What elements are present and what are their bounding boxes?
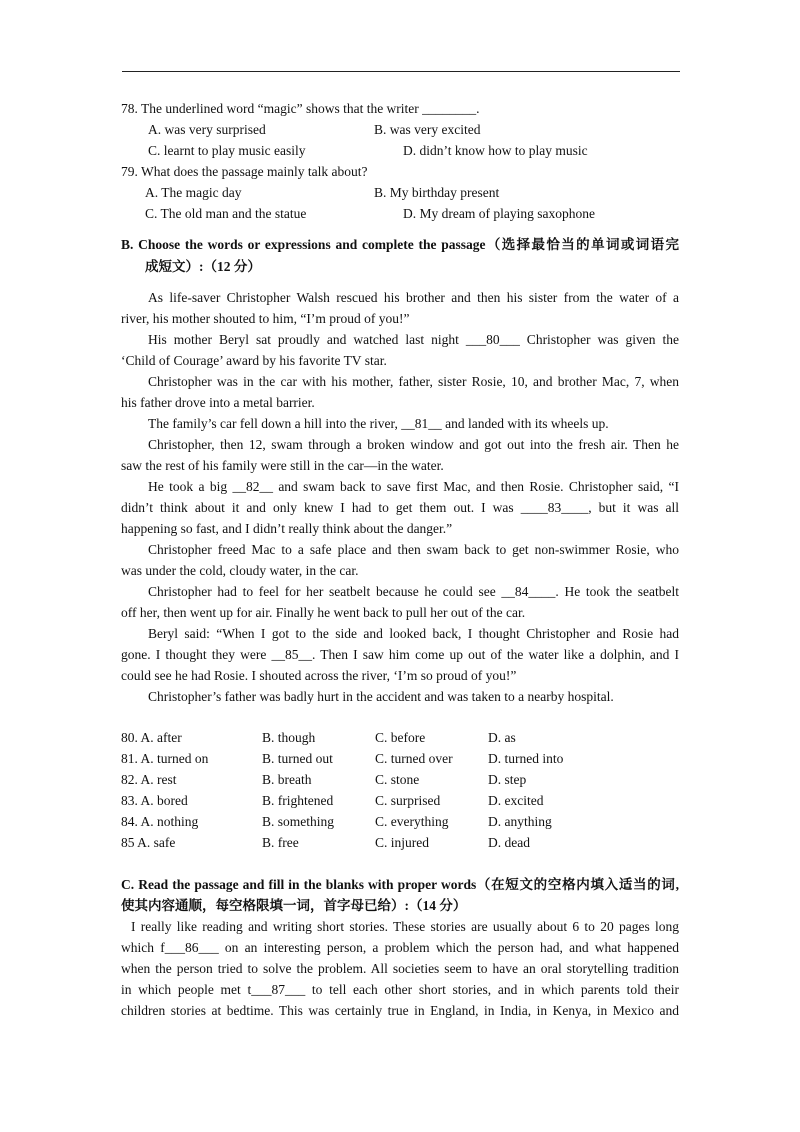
section-b-heading-cont: 成短文）:（12 分） xyxy=(145,259,261,274)
section-b-heading: B. Choose the words or expressions and complete the passage（选择最恰当的单词或词语完 xyxy=(121,237,679,252)
option-84-d: D. anything xyxy=(488,814,552,829)
passage-b-line: his father drove into a metal barrier. xyxy=(121,395,315,410)
passage-b-line: Christopher’s father was badly hurt in the accident and was taken to a nearby hospital. xyxy=(148,689,614,704)
passage-c-line: children stories at bedtime. This was certainly true in England, in India, in Kenya, in Mexico and xyxy=(121,1003,679,1018)
passage-b-line: saw the rest of his family were still in the car—in the water. xyxy=(121,458,444,473)
option-80-c: C. before xyxy=(375,730,426,745)
passage-b-line: happening so fast, and I didn’t really think about the danger.” xyxy=(121,521,453,536)
passage-b-line: Christopher was in the car with his mother, father, sister Rosie, 10, and brother Mac, 7, when xyxy=(148,374,679,389)
option-84-a: 84. A. nothing xyxy=(121,814,199,829)
q79-stem: 79. What does the passage mainly talk about? xyxy=(121,164,368,179)
q79-option-a: A. The magic day xyxy=(145,185,242,200)
q78-stem: 78. The underlined word “magic” shows that the writer ________. xyxy=(121,101,480,116)
option-84-c: C. everything xyxy=(375,814,449,829)
option-82-c: C. stone xyxy=(375,772,420,787)
section-c-heading: C. Read the passage and fill in the blanks with proper words（在短文的空格内填入适当的词, xyxy=(121,877,679,892)
passage-b-line: could see he had Rosie. I shouted across the river, ‘I’m so proud of you!” xyxy=(121,668,517,683)
q78-option-d: D. didn’t know how to play music xyxy=(403,143,588,158)
passage-b-line: didn’t think about it and only knew I had to get them out. I was ____83____, but it was all xyxy=(121,500,679,515)
option-81-a: 81. A. turned on xyxy=(121,751,209,766)
passage-b-line: His mother Beryl sat proudly and watched last night ___80___ Christopher was given the xyxy=(148,332,679,347)
passage-b-line: ‘Child of Courage’ award by his favorite TV star. xyxy=(121,353,387,368)
passage-c-line: in which people met t___87___ to tell each other short stories, and in which parents told their xyxy=(121,982,679,997)
option-83-b: B. frightened xyxy=(262,793,334,808)
option-80-d: D. as xyxy=(488,730,516,745)
passage-b-line: Christopher, then 12, swam through a broken window and got out into the fresh air. Then he xyxy=(148,437,679,452)
q79-option-c: C. The old man and the statue xyxy=(145,206,307,221)
passage-b-line: off her, then went up for air. Finally he went back to pull her out of the car. xyxy=(121,605,526,620)
header-rule xyxy=(122,71,680,72)
passage-b-line: As life-saver Christopher Walsh rescued his brother and then his sister from the water of a xyxy=(148,290,679,305)
passage-b-line: was under the cold, cloudy water, in the car. xyxy=(121,563,359,578)
option-85-d: D. dead xyxy=(488,835,530,850)
q79-option-d: D. My dream of playing saxophone xyxy=(403,206,595,221)
passage-b-line: Christopher freed Mac to a safe place and then swam back to get non-swimmer Rosie, who xyxy=(148,542,679,557)
option-83-d: D. excited xyxy=(488,793,544,808)
q78-option-a: A. was very surprised xyxy=(148,122,266,137)
passage-b-line: Beryl said: “When I got to the side and looked back, I thought Christopher and Rosie had xyxy=(148,626,679,641)
option-85-a: 85 A. safe xyxy=(121,835,176,850)
option-81-c: C. turned over xyxy=(375,751,453,766)
q79-option-b: B. My birthday present xyxy=(374,185,500,200)
passage-b-line: He took a big __82__ and swam back to save first Mac, and then Rosie. Christopher said, “I xyxy=(148,479,679,494)
q78-option-c: C. learnt to play music easily xyxy=(148,143,306,158)
passage-b-line: river, his mother shouted to him, “I’m proud of you!” xyxy=(121,311,410,326)
option-82-a: 82. A. rest xyxy=(121,772,177,787)
passage-c-line: which f___86___ on an interesting person, a problem which the person had, and what happened xyxy=(121,940,679,955)
passage-b-line: gone. I thought they were __85__. Then I saw him come up out of the water like a dolphin, and I xyxy=(121,647,679,662)
option-82-d: D. step xyxy=(488,772,527,787)
option-85-c: C. injured xyxy=(375,835,429,850)
option-85-b: B. free xyxy=(262,835,299,850)
option-80-a: 80. A. after xyxy=(121,730,182,745)
option-83-c: C. surprised xyxy=(375,793,441,808)
option-83-a: 83. A. bored xyxy=(121,793,188,808)
passage-b-line: The family’s car fell down a hill into the river, __81__ and landed with its wheels up. xyxy=(148,416,609,431)
option-82-b: B. breath xyxy=(262,772,312,787)
passage-c-line: when the person tried to solve the problem. All societies seem to have an oral storytelling tradition xyxy=(121,961,679,976)
option-80-b: B. though xyxy=(262,730,316,745)
passage-b-line: Christopher had to feel for her seatbelt because he could see __84____. He took the seatbelt xyxy=(148,584,679,599)
passage-c-line: I really like reading and writing short stories. These stories are usually about 6 to 20 pages long xyxy=(131,919,679,934)
section-c-heading-cont: 使其内容通顺，每空格限填一词，首字母已给）:（14 分） xyxy=(121,898,467,913)
q78-option-b: B. was very excited xyxy=(374,122,481,137)
option-81-b: B. turned out xyxy=(262,751,333,766)
option-84-b: B. something xyxy=(262,814,335,829)
option-81-d: D. turned into xyxy=(488,751,564,766)
